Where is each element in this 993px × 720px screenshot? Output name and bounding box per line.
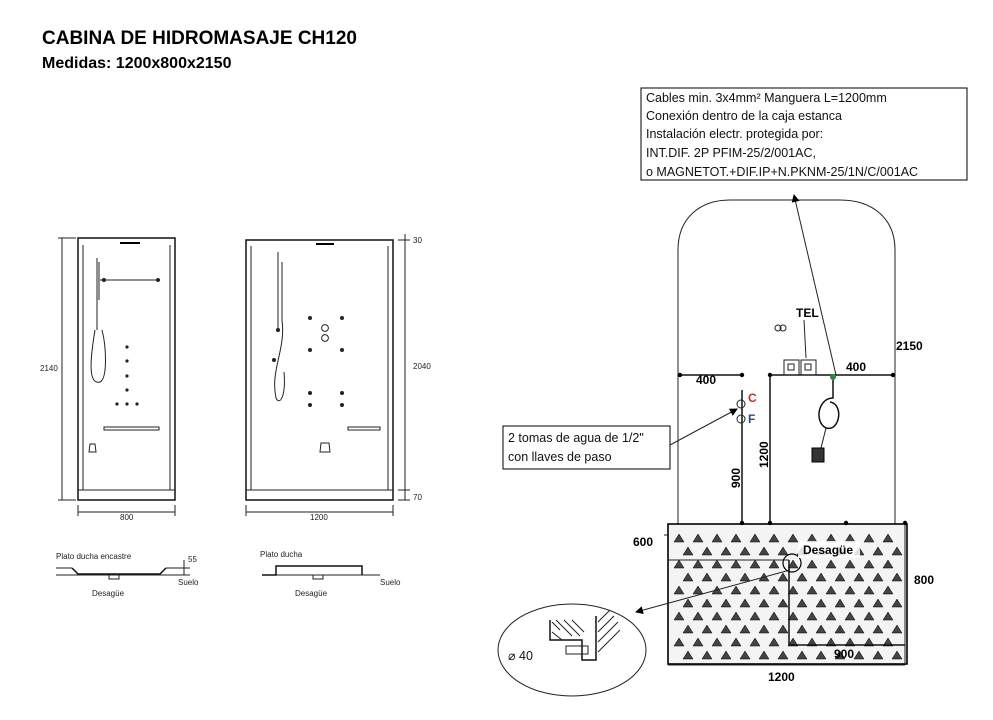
detail-ellipse [498,604,646,696]
note-line-5: o MAGNETOT.+DIF.IP+N.PKNM-25/1N/C/001AC [646,165,919,179]
front-height-dim: 2040 [413,362,431,371]
hot-label: C [748,391,757,405]
svg-text:Desagüe: Desagüe [92,589,125,598]
note-line-4: INT.DIF. 2P PFIM-25/2/001AC, [646,146,816,160]
elec-height-dim: 1200 [757,441,771,468]
tel-label: TEL [796,306,819,320]
electrical-box [775,306,839,462]
page-title: CABINA DE HIDROMASAJE CH120 [42,28,357,49]
right-offset-dim: 400 [846,360,867,374]
front-top-dim: 30 [413,236,422,245]
side-width-dim: 800 [120,513,134,522]
cold-label: F [748,412,756,426]
drain-offset-dim: 600 [633,535,654,549]
water-note-1: 2 tomas de agua de 1/2" [508,431,644,445]
svg-text:Suelo: Suelo [380,578,401,587]
height-dim: 2150 [896,339,923,353]
front-view [246,234,431,522]
svg-text:Plato ducha: Plato ducha [260,550,303,559]
svg-text:55: 55 [188,555,197,564]
water-note-box [503,426,670,469]
svg-text:Desagüe: Desagüe [295,589,328,598]
pipe-diameter-label: ⌀ 40 [508,649,533,663]
svg-text:Suelo: Suelo [178,578,199,587]
note-line-3: Instalación electr. protegida por: [646,127,824,141]
section-tray [260,550,401,598]
water-height-dim: 900 [729,467,743,488]
front-width-dim: 1200 [310,513,328,522]
left-offset-dim: 400 [696,373,717,387]
depth-dim: 800 [914,573,935,587]
front-bottom-dim: 70 [413,493,422,502]
width-dim: 1200 [768,670,795,684]
power-note-box [641,88,967,180]
side-height-dim: 2140 [40,364,58,373]
side-view [40,238,175,522]
drain-x-dim: 900 [834,647,855,661]
water-note-2: con llaves de paso [508,450,612,464]
water-taps [737,391,757,426]
svg-text:Plato ducha encastre: Plato ducha encastre [56,552,132,561]
page-subtitle: Medidas: 1200x800x2150 [42,55,232,72]
drain-label: Desagüe [803,543,854,557]
section-recessed [56,552,199,598]
note-line-2: Conexión dentro de la caja estanca [646,109,842,123]
note-line-1: Cables min. 3x4mm² Manguera L=1200mm [646,91,887,105]
wall-outline [668,200,907,664]
